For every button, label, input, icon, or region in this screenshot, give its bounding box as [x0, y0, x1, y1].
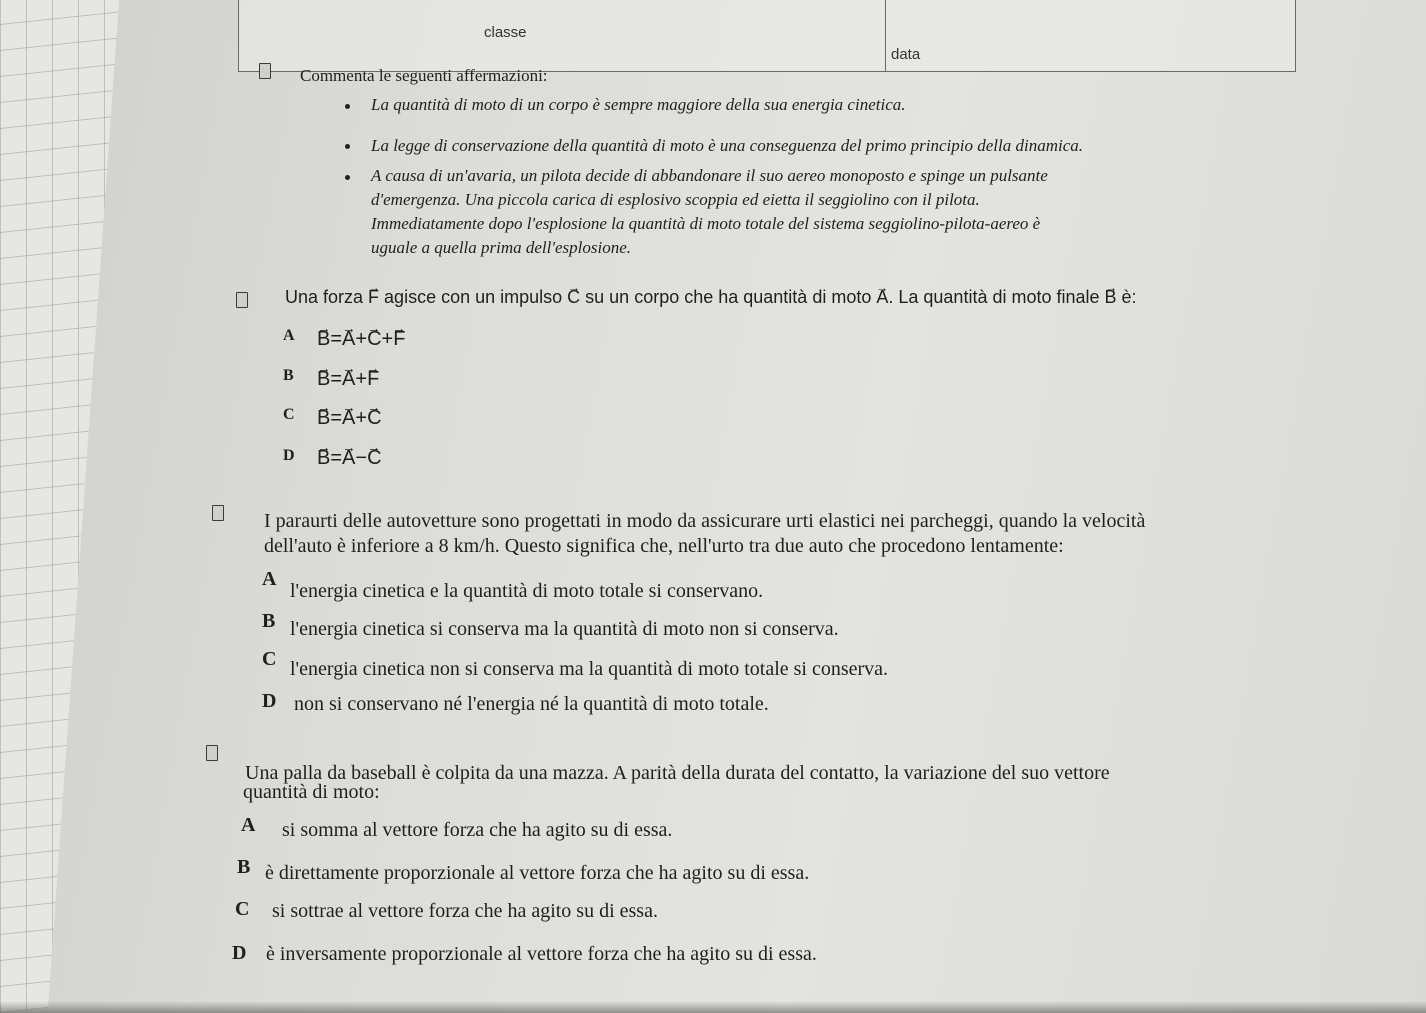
- formula-term: → B: [317, 328, 330, 351]
- q3-prompt-line-1: I paraurti delle autovetture sono progettati in modo da assicurare urti elastici nei parcheggi, quando la velocità: [264, 510, 1146, 532]
- vector-f: → F: [368, 287, 379, 308]
- q2-option-b-formula: [317, 368, 379, 391]
- vector-a: → A: [876, 287, 888, 308]
- q3-prompt-line-2: dell'auto è inferiore a 8 km/h. Questo significa che, nell'urto tra due auto che procedono lentamente:: [264, 535, 1064, 557]
- bullet: [345, 104, 350, 109]
- formula-term: → A: [342, 368, 355, 391]
- q2-option-d-formula: [317, 447, 382, 470]
- q2-prompt-part-1: Una forza: [285, 287, 369, 307]
- q2-option-c-letter: C: [283, 406, 295, 423]
- bullet: [345, 175, 350, 180]
- q4-option-a-text: si somma al vettore forza che ha agito su di essa.: [282, 819, 673, 841]
- q3-option-a-letter: A: [262, 568, 277, 590]
- question-number-3: [212, 505, 224, 521]
- data-label: data: [891, 46, 921, 63]
- classe-label: classe: [484, 24, 527, 41]
- q3-option-c-letter: C: [262, 648, 277, 670]
- q2-prompt-part-5: è:: [1116, 287, 1137, 307]
- q4-prompt-line-2: quantità di moto:: [243, 781, 380, 803]
- q2-prompt-part-3: su un corpo che ha quantità di moto: [580, 287, 877, 307]
- q1-statement-3-line-2: d'emergenza. Una piccola carica di esplosivo scoppia ed eietta il seggiolino con il pilota.: [371, 190, 980, 209]
- q4-option-d-text: è inversamente proporzionale al vettore forza che ha agito su di essa.: [266, 943, 817, 965]
- bullet: [345, 144, 350, 149]
- q4-prompt-line-1: Una palla da baseball è colpita da una mazza. A parità della durata del contatto, la variazione del suo vettore: [245, 762, 1110, 784]
- formula-op: =: [330, 328, 343, 350]
- q2-option-a-letter: A: [283, 327, 295, 344]
- q3-option-d-letter: D: [262, 690, 277, 712]
- q4-option-d-letter: D: [232, 942, 247, 964]
- formula-term: → F: [393, 328, 405, 351]
- question-number-1: [259, 63, 271, 79]
- formula-term: → C: [367, 407, 381, 430]
- vector-b: → B: [1105, 287, 1117, 308]
- formula-term: → B: [317, 368, 330, 391]
- formula-op: −: [355, 447, 368, 469]
- q4-option-b-letter: B: [237, 856, 251, 878]
- question-number-4: [206, 745, 218, 761]
- q2-option-d-letter: D: [283, 447, 295, 464]
- q1-statement-2: La legge di conservazione della quantità di moto è una conseguenza del primo principio della dinamica.: [371, 136, 1084, 155]
- q1-statement-3-line-1: A causa di un'avaria, un pilota decide di abbandonare il suo aereo monoposto e spinge un pulsante: [371, 166, 1048, 185]
- formula-term: → C: [367, 328, 381, 351]
- q1-statement-3-line-3: Immediatamente dopo l'esplosione la quantità di moto totale del sistema seggiolino-pilota-aereo è: [371, 214, 1041, 233]
- formula-term: → B: [317, 447, 330, 470]
- q4-option-b-text: è direttamente proporzionale al vettore forza che ha agito su di essa.: [265, 862, 810, 884]
- q2-option-b-letter: B: [283, 367, 294, 384]
- formula-term: → F: [367, 368, 379, 391]
- formula-op: +: [381, 328, 394, 350]
- page-bottom-shadow: [0, 1001, 1426, 1013]
- q2-option-c-formula: [317, 407, 382, 430]
- q1-statement-3-line-4: uguale a quella prima dell'esplosione.: [371, 238, 632, 257]
- header-divider: [885, 0, 886, 72]
- formula-op: +: [355, 407, 368, 429]
- formula-term: → A: [342, 447, 355, 470]
- q2-prompt: [285, 287, 1137, 308]
- formula-term: → A: [342, 328, 355, 351]
- formula-term: → A: [342, 407, 355, 430]
- formula-op: =: [330, 368, 343, 390]
- question-number-2: [236, 292, 248, 308]
- vector-c: → C: [567, 287, 580, 308]
- q4-option-c-letter: C: [235, 898, 250, 920]
- grid-paper-edge: [0, 0, 120, 1013]
- q1-prompt: Commenta le seguenti affermazioni:: [300, 66, 548, 85]
- q3-option-c-text: l'energia cinetica non si conserva ma la quantità di moto totale si conserva.: [290, 658, 889, 680]
- header-box: [238, 0, 1296, 72]
- q2-prompt-part-2: agisce con un impulso: [379, 287, 568, 307]
- q1-statement-1: La quantità di moto di un corpo è sempre maggiore della sua energia cinetica.: [371, 95, 906, 114]
- formula-op: =: [330, 447, 343, 469]
- q2-option-a-formula: [317, 328, 405, 351]
- q3-option-d-text: non si conservano né l'energia né la quantità di moto totale.: [294, 693, 769, 715]
- q4-option-c-text: si sottrae al vettore forza che ha agito su di essa.: [272, 900, 658, 922]
- formula-term: → C: [367, 447, 381, 470]
- q3-option-a-text: l'energia cinetica e la quantità di moto totale si conservano.: [290, 580, 764, 602]
- formula-op: +: [355, 328, 368, 350]
- formula-op: =: [330, 407, 343, 429]
- q3-option-b-letter: B: [262, 610, 276, 632]
- q3-option-b-text: l'energia cinetica si conserva ma la quantità di moto non si conserva.: [290, 618, 839, 640]
- q2-prompt-part-4: . La quantità di moto finale: [888, 287, 1105, 307]
- formula-op: +: [355, 368, 368, 390]
- q4-option-a-letter: A: [241, 814, 256, 836]
- formula-term: → B: [317, 407, 330, 430]
